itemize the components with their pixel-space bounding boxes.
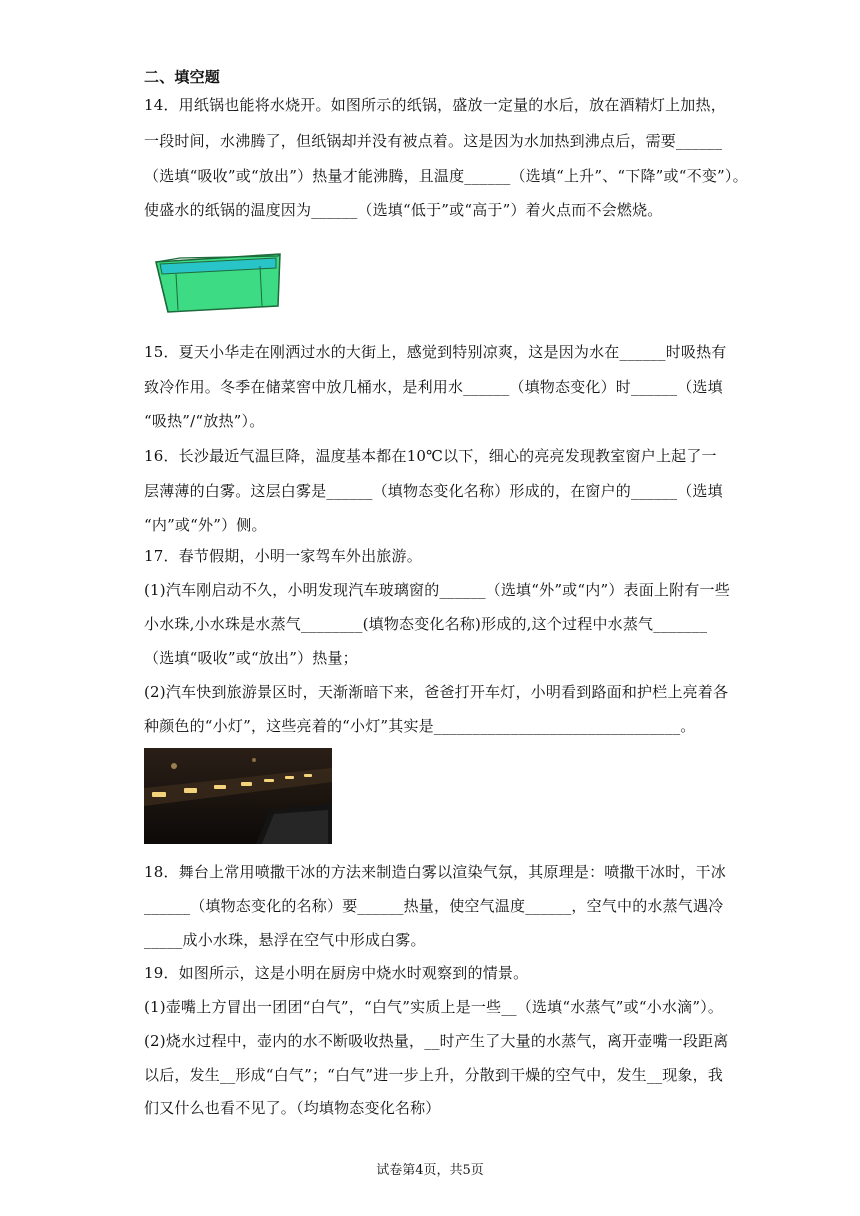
- q18-line-2: ______（填物态变化的名称）要______热量，使空气温度______，空气中的水蒸气遇冷: [144, 897, 724, 915]
- night-road-photo: [144, 748, 332, 844]
- q18-line-3: _____成小水珠，悬浮在空气中形成白雾。: [144, 931, 426, 949]
- q14-line-1: 14．用纸锅也能将水烧开。如图所示的纸锅，盛放一定量的水后，放在酒精灯上加热，: [144, 96, 726, 114]
- q17-line-6: 种颜色的“小灯”，这些亮着的“小灯”其实是________________________________。: [144, 717, 696, 735]
- q19-line-4: 以后，发生__形成“白气”；“白气”进一步上升，分散到干燥的空气中，发生__现象，我: [144, 1066, 724, 1084]
- q19-line-2: (1)壶嘴上方冒出一团团“白气”，“白气”实质上是一些__（选填“水蒸气”或“小水滴”）。: [144, 998, 724, 1016]
- q16-line-3: “内”或“外”）侧。: [144, 516, 267, 534]
- q15-line-2: 致冷作用。冬季在储菜窖中放几桶水，是利用水______（填物态变化）时______（选填: [144, 378, 723, 396]
- q19-line-1: 19．如图所示，这是小明在厨房中烧水时观察到的情景。: [144, 964, 529, 982]
- q19-line-5: 们又什么也看不见了。（均填物态变化名称）: [144, 1099, 441, 1117]
- q19-line-3: (2)烧水过程中，壶内的水不断吸收热量，__时产生了大量的水蒸气，离开壶嘴一段距离: [144, 1032, 729, 1050]
- page-footer: 试卷第4页，共5页: [376, 1163, 484, 1178]
- q14-line-3: （选填“吸收”或“放出”）热量才能沸腾，且温度______（选填“上升”、“下降”或“不变”）。: [144, 167, 748, 185]
- q16-line-2: 层薄薄的白雾。这层白雾是______（填物态变化名称）形成的，在窗户的______（选填: [144, 482, 723, 500]
- q18-line-1: 18．舞台上常用喷撒干冰的方法来制造白雾以渲染气氛，其原理是：喷撒干冰时，干冰: [144, 863, 726, 881]
- q17-line-5: (2)汽车快到旅游景区时，天渐渐暗下来，爸爸打开车灯，小明看到路面和护栏上亮着各: [144, 683, 729, 701]
- q16-line-1: 16．长沙最近气温巨降，温度基本都在10℃以下，细心的亮亮发现教室窗户上起了一: [144, 447, 717, 465]
- q15-line-1: 15．夏天小华走在刚洒过水的大街上，感觉到特别凉爽，这是因为水在______时吸热有: [144, 343, 727, 361]
- q17-line-2: (1)汽车刚启动不久，小明发现汽车玻璃窗的______（选填“外”或“内”）表面上附有一些: [144, 581, 730, 599]
- q14-line-4: 使盛水的纸锅的温度因为______（选填“低于”或“高于”）着火点而不会燃烧。: [144, 201, 663, 219]
- q17-line-1: 17．春节假期，小明一家驾车外出旅游。: [144, 547, 422, 565]
- q15-line-3: “吸热”/“放热”）。: [144, 412, 265, 430]
- q17-line-3: 小水珠,小水珠是水蒸气________(填物态变化名称)形成的,这个过程中水蒸气_______: [144, 615, 708, 633]
- section-title: 二、填空题: [144, 68, 221, 86]
- q17-line-4: （选填“吸收”或“放出”）热量；: [144, 649, 358, 667]
- q14-line-2: 一段时间，水沸腾了，但纸锅却并没有被点着。这是因为水加热到沸点后，需要______: [144, 132, 723, 150]
- paper-pot-figure: [150, 248, 286, 316]
